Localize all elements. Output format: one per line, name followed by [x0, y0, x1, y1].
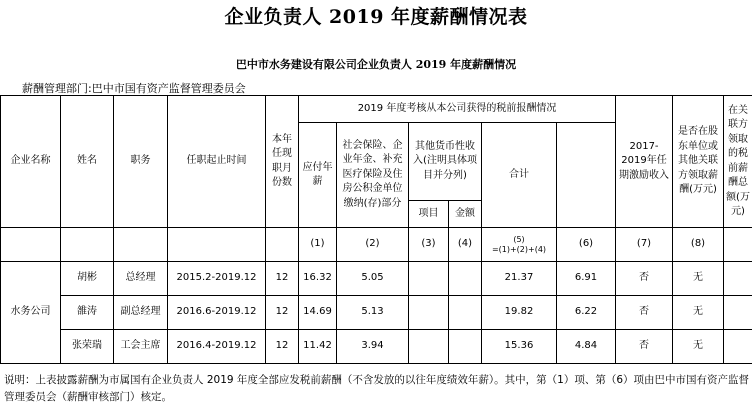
- cell-total: 15.36: [482, 330, 557, 364]
- header-shareholder: 是否在股东单位或其他关联方领取薪酬(万元): [673, 96, 724, 228]
- cell-name: 张荣瑞: [61, 330, 114, 364]
- cell-base-salary: 16.32: [299, 262, 337, 296]
- header-company: 企业名称: [1, 96, 61, 228]
- cell-amount: [449, 330, 482, 364]
- cell-total: 19.82: [482, 296, 557, 330]
- cell-amount: [449, 296, 482, 330]
- cell-social: 5.05: [337, 262, 409, 296]
- col-index-5-formula: =(1)+(2)+(4): [491, 244, 547, 254]
- cell-months: 12: [266, 296, 299, 330]
- cell-period: 2015.2-2019.12: [168, 262, 266, 296]
- cell-incentive: 6.22: [557, 296, 616, 330]
- cell-incentive: 4.84: [557, 330, 616, 364]
- col-index-7: (7): [616, 228, 673, 262]
- header-total: 合计: [482, 123, 557, 228]
- cell-months: 12: [266, 262, 299, 296]
- cell-base-salary: 14.69: [299, 296, 337, 330]
- cell-shareholder: 否: [616, 262, 673, 296]
- header-position: 职务: [114, 96, 168, 228]
- cell-period: 2016.6-2019.12: [168, 296, 266, 330]
- cell-position: 副总经理: [114, 296, 168, 330]
- header-other-income: 其他货币性收入(注明具体项目并分列): [409, 123, 482, 201]
- cell-remarks: [724, 330, 752, 364]
- page-title: 企业负责人 2019 年度薪酬情况表: [224, 6, 528, 28]
- cell-name: 胡彬: [61, 262, 114, 296]
- cell-total: 21.37: [482, 262, 557, 296]
- header-base-salary: 应付年薪: [299, 123, 337, 228]
- header-related-pay: 在关联方领取的税前薪酬总额(万元): [724, 96, 752, 228]
- col-index-8: (8): [673, 228, 724, 262]
- header-incentive: 2017-2019年任期激励收入: [616, 96, 673, 228]
- cell-related-pay: 无: [673, 296, 724, 330]
- header-row-index: [1, 228, 752, 262]
- salary-table: [0, 95, 752, 364]
- cell-social: 3.94: [337, 330, 409, 364]
- header-amount: 金额: [449, 201, 482, 228]
- col-index-2: (2): [337, 228, 409, 262]
- cell-amount: [449, 262, 482, 296]
- cell-remarks: [724, 262, 752, 296]
- header-months: 本年任现职月份数: [266, 96, 299, 228]
- header-tenure-period: 任职起止时间: [168, 96, 266, 228]
- footnote: 说明：上表披露薪酬为市属国有企业负责人 2019 年度全部应发税前薪酬（不含发放的以往年度绩效年薪）。其中，第（1）项、第（6）项由巴中市国有资产监督管理委员会（薪酬审核部门）核定。: [4, 374, 750, 403]
- col-index-3: (3): [409, 228, 449, 262]
- salary-department: 薪酬管理部门:巴中市国有资产监督管理委员会: [22, 82, 246, 95]
- header-item: 项目: [409, 201, 449, 228]
- cell-item: [409, 296, 449, 330]
- header-social: 社会保险、企业年金、补充医疗保险及住房公积金单位缴纳(存)部分: [337, 123, 409, 228]
- cell-period: 2016.4-2019.12: [168, 330, 266, 364]
- table-row: [1, 262, 752, 296]
- cell-months: 12: [266, 330, 299, 364]
- col-index-4: (4): [449, 228, 482, 262]
- cell-social: 5.13: [337, 296, 409, 330]
- cell-item: [409, 330, 449, 364]
- col-index-1: (1): [299, 228, 337, 262]
- col-index-6: (6): [557, 228, 616, 262]
- col-index-5-number: (5): [513, 234, 525, 244]
- cell-shareholder: 否: [616, 330, 673, 364]
- cell-remarks: [724, 296, 752, 330]
- table-row: [1, 330, 752, 364]
- table-row: [1, 296, 752, 330]
- header-name: 姓名: [61, 96, 114, 228]
- header-row-group: [1, 96, 752, 123]
- cell-related-pay: 无: [673, 330, 724, 364]
- cell-position: 总经理: [114, 262, 168, 296]
- cell-name: 雒涛: [61, 296, 114, 330]
- table-subtitle: 巴中市水务建设有限公司企业负责人 2019 年度薪酬情况: [235, 58, 517, 71]
- company-name: 水务公司: [1, 262, 61, 364]
- cell-shareholder: 否: [616, 296, 673, 330]
- cell-incentive: 6.91: [557, 262, 616, 296]
- header-2019-group: 2019 年度考核从本公司获得的税前报酬情况: [299, 96, 616, 123]
- cell-item: [409, 262, 449, 296]
- cell-base-salary: 11.42: [299, 330, 337, 364]
- cell-position: 工会主席: [114, 330, 168, 364]
- col-index-5: [482, 228, 557, 262]
- cell-related-pay: 无: [673, 262, 724, 296]
